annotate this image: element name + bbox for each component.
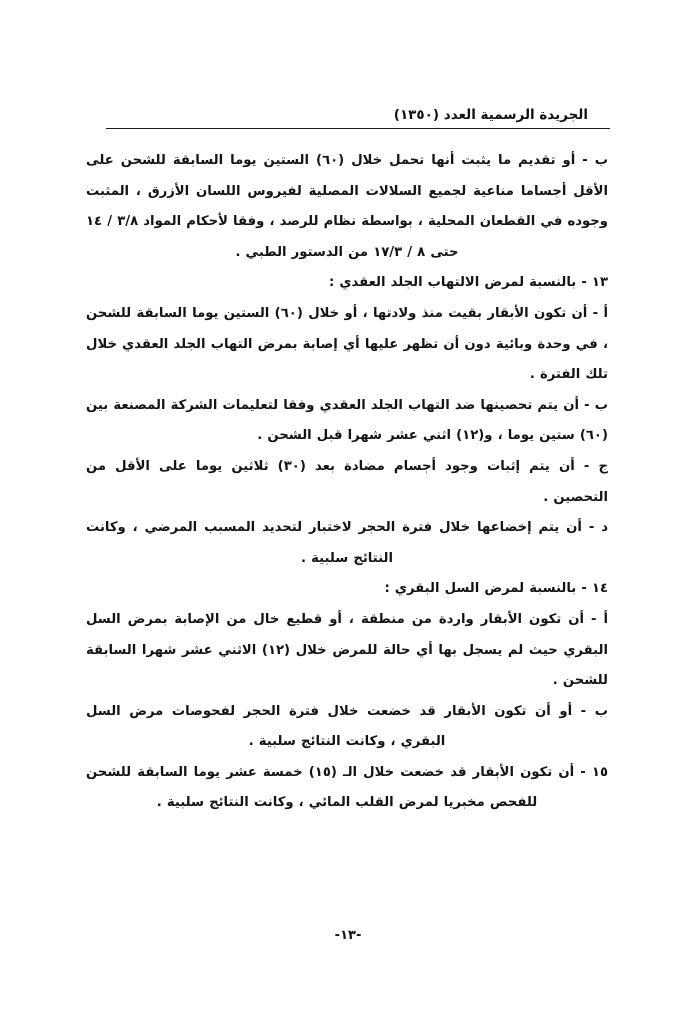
running-head-rule — [106, 128, 610, 129]
clause-heading-13 — [111, 268, 608, 299]
paragraph-b-continued: ب - أو تقديم ما يثبت أنها تحمل خلال (٦٠) الستين يوما السابقة للشحن على الأقل أجساما مناعية لجميع السلالات المصلية لفيروس اللسان الأزرق ، المثبت وجوده في القطعان المحلية ، بواسطة نظام للرصد ، وفقا لأحكام المواد ٣/٨ / ١٤ حتى ٨ / ١٧/٣ من الدستور الطبي . — [86, 153, 609, 260]
clause-heading-14-text: ١٤ - بالنسبة لمرض السل البقري : — [384, 581, 608, 597]
clause-heading-14 — [111, 574, 608, 605]
running-head-title: الجريدة الرسمية العدد (١٣٥٠) — [393, 107, 588, 123]
page-number: -١٣- — [334, 928, 362, 943]
clause-13-item-c: ج - أن يتم إثبات وجود أجسام مضادة بعد (٣٠) ثلاثين يوما على الأقل من التحصين . — [86, 458, 609, 505]
running-head — [106, 108, 610, 129]
clause-paragraph-15: ١٥ - أن تكون الأبقار قد خضعت خلال الـ (١٥) خمسة عشر يوما السابقة للشحن للفحص مخبريا لمرض القلب المائي ، وكانت النتائج سلبية . — [86, 764, 608, 811]
body-text-block — [86, 146, 608, 819]
clause-heading-13-text: ١٣ - بالنسبة لمرض الالتهاب الجلد العقدي : — [329, 275, 608, 291]
clause-13-item-d: د - أن يتم إخضاعها خلال فترة الحجر لاختبار لتحديد المسبب المرضي ، وكانت النتائج سلبية . — [86, 520, 608, 566]
clause-14-item-a: أ - أن تكون الأبقار واردة من منطقة ، أو قطيع خال من الإصابة بمرض السل البقري حيث لم يسجل بها أي حالة للمرض خلال (١٢) الاثني عشر شهرا السابقة للشحن . — [86, 611, 608, 689]
clause-14-item-b: ب - أو أن تكون الأبقار قد خضعت خلال فترة الحجر لفحوصات مرض السل البقري ، وكانت النتائج سلبية . — [86, 703, 608, 750]
clause-13-item-b: ب - أن يتم تحصينها ضد التهاب الجلد العقدي وفقا لتعليمات الشركة المصنعة بين (٦٠) ستين يوما ، و(١٢) اثني عشر شهرا قبل الشحن . — [86, 397, 608, 444]
clause-13-item-a: أ - أن تكون الأبقار بقيت منذ ولادتها ، أو خلال (٦٠) الستين يوما السابقة للشحن ، في وحدة وبائية دون أن تظهر عليها أي إصابة بمرض التهاب الجلد العقدي خلال تلك الفترة . — [86, 305, 608, 383]
